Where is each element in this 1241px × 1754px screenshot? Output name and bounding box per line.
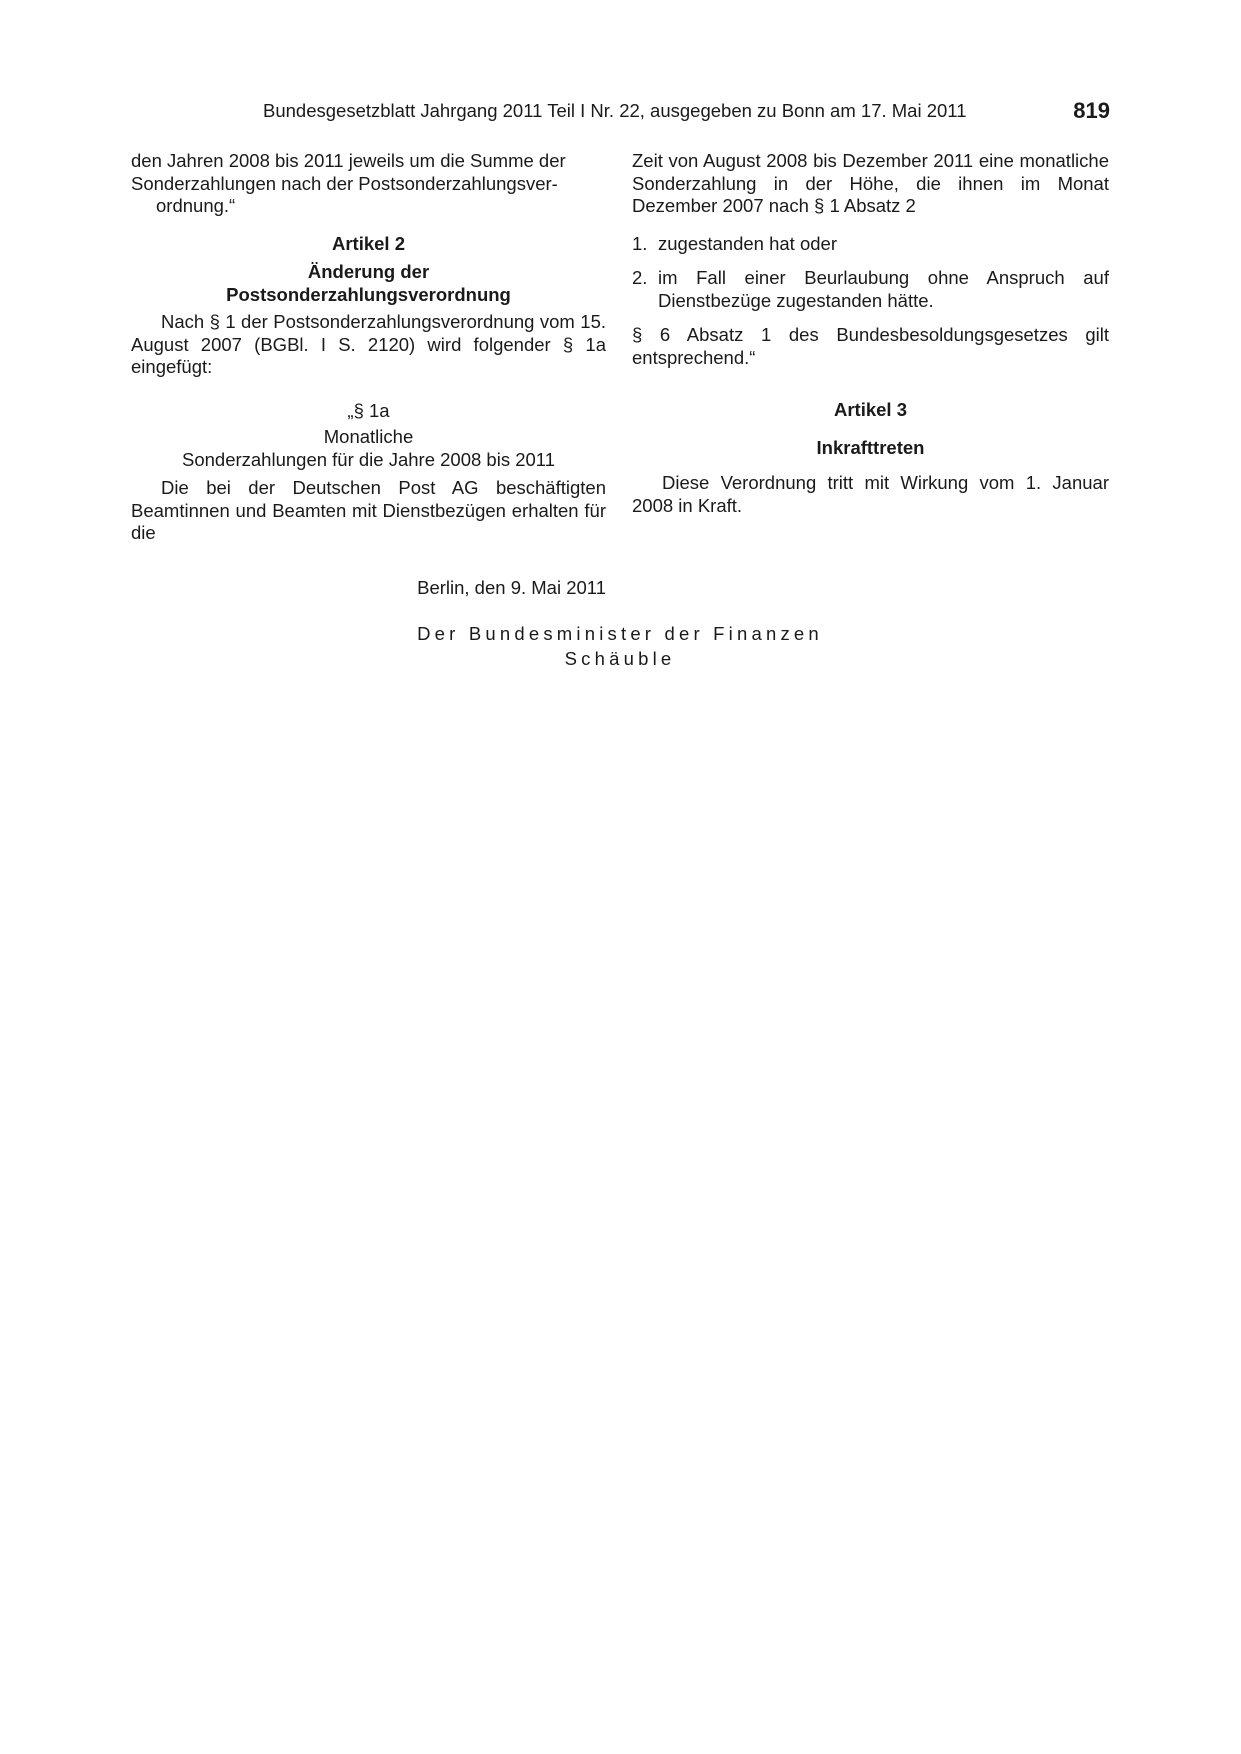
page-header: Bundesgesetzblatt Jahrgang 2011 Teil I Nr. 22, ausgegeben zu Bonn am 17. Mai 2011 — [263, 100, 967, 121]
continuation-paragraph — [131, 150, 606, 218]
right-column — [632, 150, 1109, 517]
continuation-line: Sonderzahlungen nach der Postsonderzahlungsver- — [131, 172, 558, 194]
continuation-line: den Jahren 2008 bis 2011 jeweils um die Summe der — [131, 150, 566, 171]
page-number: 819 — [1073, 98, 1110, 123]
article2-heading: Artikel 2 — [331, 232, 405, 254]
list-number: 2. — [632, 267, 648, 288]
left-column — [131, 150, 606, 545]
section-number: „§ 1a — [347, 399, 390, 421]
article2-title-line2: Postsonderzahlungsverordnung — [226, 283, 511, 305]
article3-heading: Artikel 3 — [833, 399, 907, 420]
article2-title-line1: Änderung der — [307, 261, 430, 282]
signatory-office: Der Bundesminister der Finanzen — [417, 623, 823, 644]
list-item — [632, 233, 1109, 256]
section-text: Die bei der Deutschen Post AG beschäftigten Beamtinnen und Beamten mit Dienstbezügen erhalten für die — [131, 477, 606, 543]
signatory-name: Schäuble — [564, 648, 676, 669]
continuation-text: Zeit von August 2008 bis Dezember 2011 eine monatliche Sonderzahlung in der Höhe, die ihnen im Monat Dezember 2007 nach § 1 Absatz 2 — [632, 150, 1109, 216]
list-text: im Fall einer Beurlaubung ohne Anspruch auf Dienstbezüge zugestanden hätte. — [658, 267, 1109, 311]
article3-title: Inkrafttreten — [816, 436, 925, 458]
closing-text: § 6 Absatz 1 des Bundesbesoldungsgesetzes gilt entsprechend.“ — [632, 324, 1109, 368]
article2-text: Nach § 1 der Postsonderzahlungsverordnung vom 15. August 2007 (BGBl. I S. 2120) wird folgender § 1a eingefügt: — [131, 311, 606, 377]
continuation-line: ordnung.“ — [156, 195, 236, 216]
place-date: Berlin, den 9. Mai 2011 — [417, 577, 606, 598]
list-item — [632, 267, 1109, 312]
section-title-line2: Sonderzahlungen für die Jahre 2008 bis 2011 — [181, 448, 556, 470]
section-title-line1: Monatliche — [323, 426, 414, 447]
article3-text: Diese Verordnung tritt mit Wirkung vom 1. Januar 2008 in Kraft. — [632, 472, 1109, 516]
list-number: 1. — [632, 232, 648, 254]
list-text: zugestanden hat oder — [658, 232, 837, 254]
